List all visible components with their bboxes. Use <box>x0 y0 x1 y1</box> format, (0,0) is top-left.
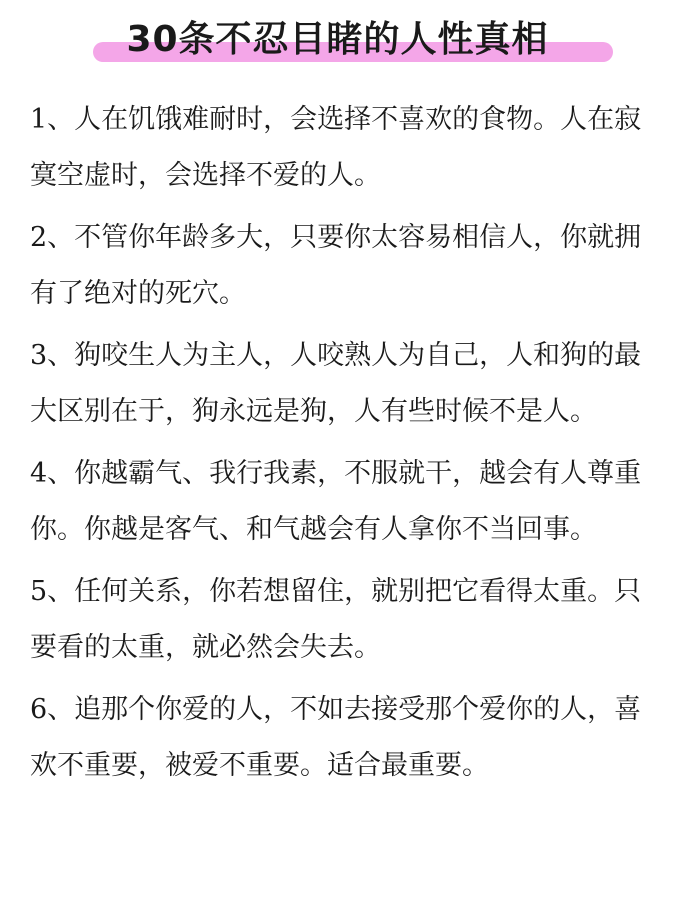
page-title: 30条不忍目睹的人性真相 <box>126 19 549 60</box>
truth-list <box>30 92 675 794</box>
list-item: 2、不管你年龄多大，只要你太容易相信人，你就拥有了绝对的死穴。 <box>30 222 642 309</box>
list-item: 1、人在饥饿难耐时，会选择不喜欢的食物。人在寂寞空虚时，会选择不爱的人。 <box>30 104 642 191</box>
list-item: 4、你越霸气、我行我素，不服就干，越会有人尊重你。你越是客气、和气越会有人拿你不当回事。 <box>30 458 642 545</box>
list-item: 5、任何关系，你若想留住，就别把它看得太重。只要看的太重，就必然会失去。 <box>30 576 642 663</box>
list-item: 6、追那个你爱的人，不如去接受那个爱你的人，喜欢不重要，被爱不重要。适合最重要。 <box>30 694 642 781</box>
list-item: 3、狗咬生人为主人，人咬熟人为自己，人和狗的最大区别在于，狗永远是狗，人有些时候不是人。 <box>30 340 642 427</box>
title-area <box>30 0 675 80</box>
